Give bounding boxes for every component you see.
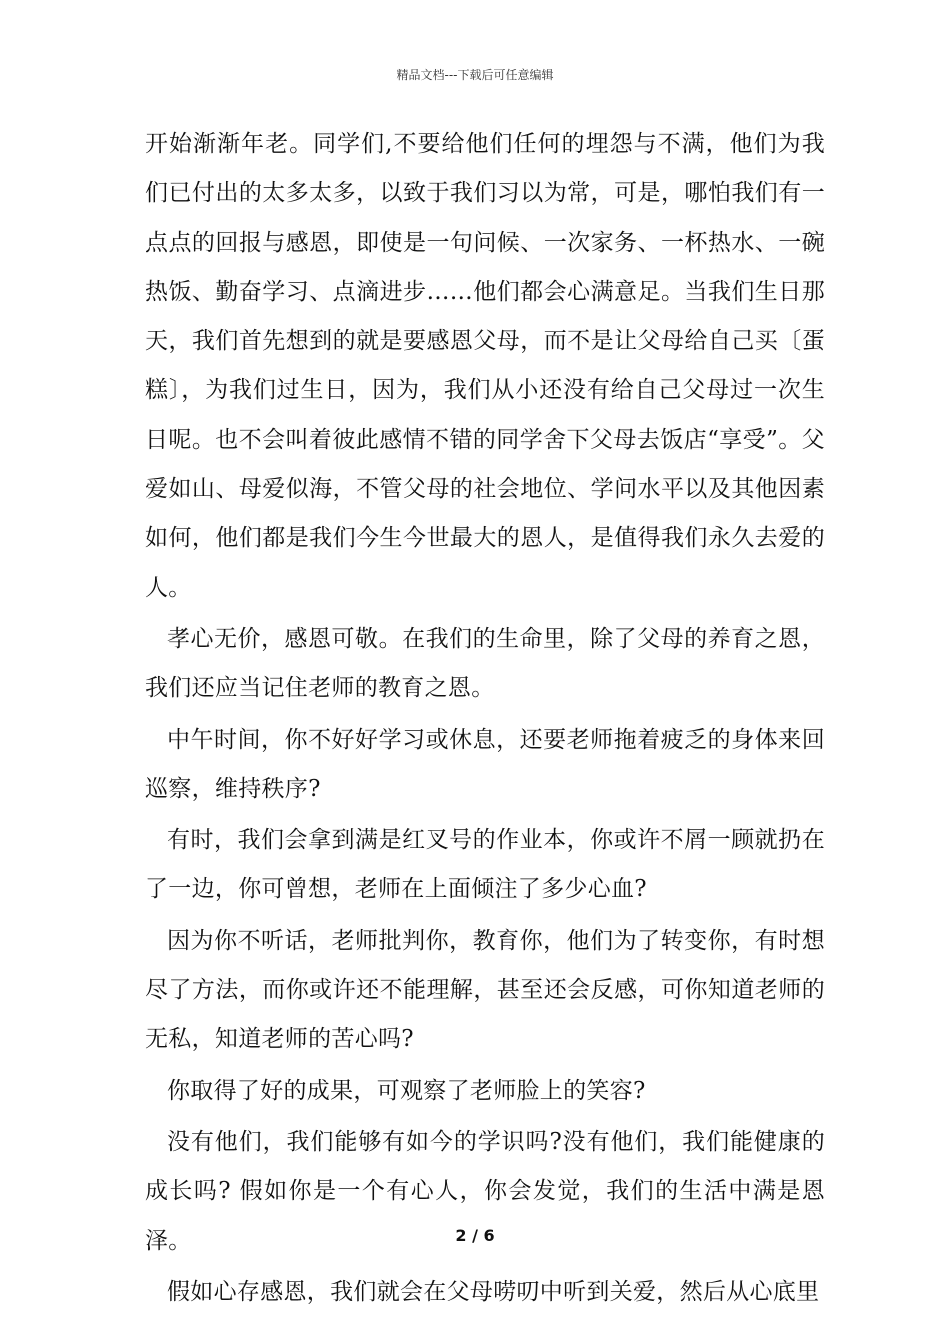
paragraph-7: 没有他们，我们能够有如今的学识吗?没有他们，我们能健康的成长吗? 假如你是一个有心人，你会发觉，我们的生活中满是恩泽。: [145, 1128, 825, 1254]
page-header: 精品文档---下载后可任意编辑: [396, 68, 554, 82]
paragraph-6: 你取得了好的成果，可观察了老师脸上的笑容?: [167, 1077, 646, 1104]
paragraph-2: 孝心无价，感恩可敬。在我们的生命里，除了父母的养育之恩，我们还应当记住老师的教育之恩。: [145, 625, 825, 702]
document-body: [145, 120, 825, 1319]
paragraph-8: 假如心存感恩，我们就会在父母唠叨中听到关爱，然后从心底里: [167, 1278, 820, 1305]
page-number: 2 / 6: [455, 1226, 495, 1245]
paragraph-4: 有时，我们会拿到满是红叉号的作业本，你或许不屑一顾就扔在了一边，你可曾想，老师在上面倾注了多少心血?: [145, 827, 825, 903]
paragraph-3: 中午时间，你不好好学习或休息，还要老师拖着疲乏的身体来回巡察，维持秩序?: [145, 726, 825, 802]
paragraph-5: 因为你不听话，老师批判你，教育你，他们为了转变你，有时想尽了方法，而你或许还不能理解，甚至还会反感，可你知道老师的无私，知道老师的苦心吗?: [145, 927, 825, 1053]
paragraph-1: 开始渐渐年老。同学们,不要给他们任何的埋怨与不满，他们为我们已付出的太多太多，以致于我们习以为常，可是，哪怕我们有一点点的回报与感恩，即使是一句问候、一次家务、一杯热水、一碗热饭、勤奋学习、点滴进步……他们都会心满意足。当我们生日那天，我们首先想到的就是要感恩父母，而不是让父母给自己买〔蛋糕〕，为我们过生日，因为，我们从小还没有给自己父母过一次生日呢。也不会叫着彼此感情不错的同学舍下父母去饭店“享受”。父爱如山、母爱似海，不管父母的社会地位、学问水平以及其他因素如何，他们都是我们今生今世最大的恩人，是值得我们永久去爱的人。: [145, 131, 825, 601]
